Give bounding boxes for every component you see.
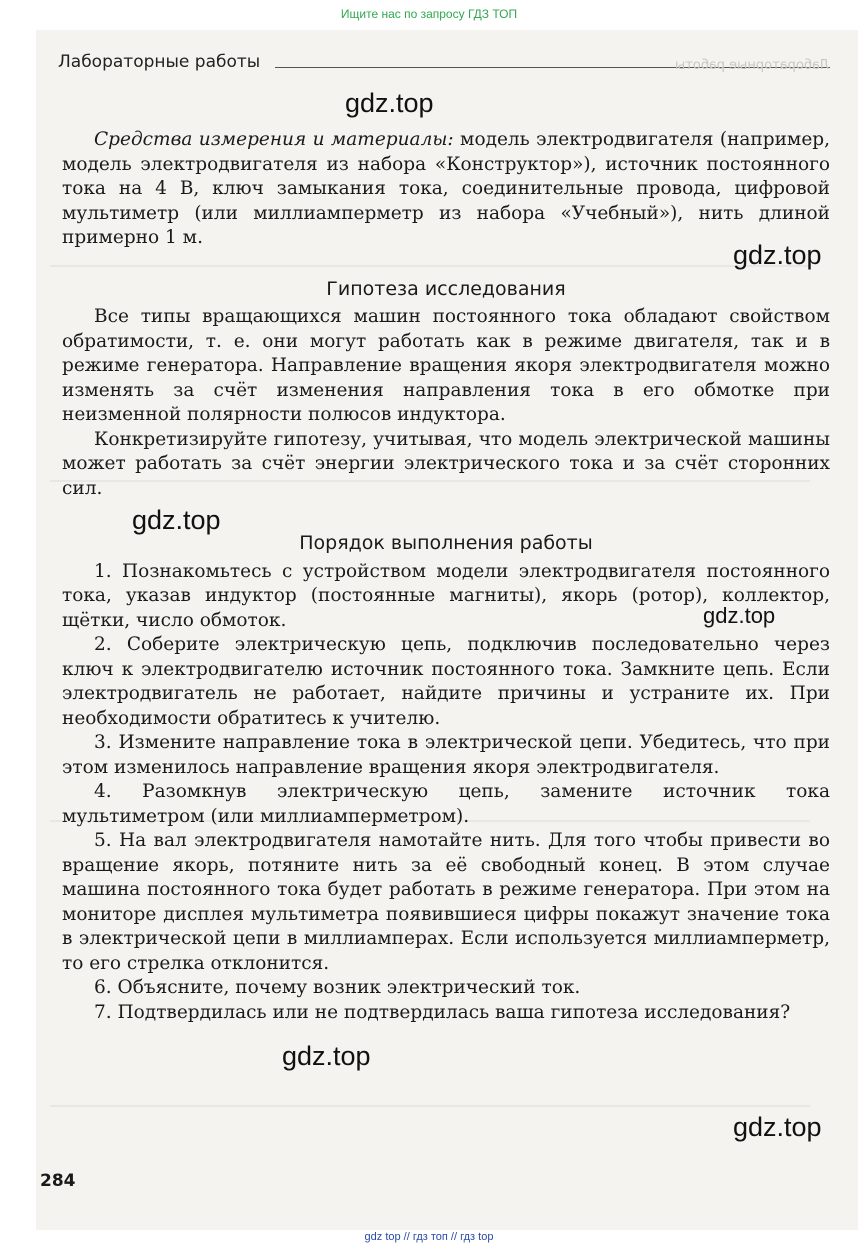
hypothesis-paragraph-1: Все типы вращающихся машин постоянного тока обладают свойством обратимости, т. е. они могут работать как в режиме двигателя, так и в режиме генератора. Направление вращения якоря электродвигателя можно изменять за счёт изменения направления тока в его обмотке при неизменной полярности полюсов индуктора. bbox=[62, 306, 830, 425]
procedure-step-3: 3. Измените направление тока в электрической цепи. Убедитесь, что при этом изменилось направление вращения якоря электродвигателя. bbox=[62, 732, 830, 778]
watermark: gdz.top bbox=[345, 88, 434, 118]
footer-links[interactable]: gdz top // гдз топ // гдз top bbox=[364, 1231, 494, 1243]
hypothesis-heading: Гипотеза исследования bbox=[326, 277, 566, 300]
materials-text: модель электродвигателя (например, модель электродвигателя из набора «Конструктор»), источник постоянного тока на 4 В, ключ замыкания тока, соединительные провода, цифровой мультиметр (или миллиамперметр из набора «Учебный»), нить длиной примерно 1 м. bbox=[62, 129, 830, 248]
watermark: gdz.top bbox=[132, 505, 221, 535]
watermark: gdz.top bbox=[703, 603, 776, 628]
procedure-step-1: 1. Познакомьтесь с устройством модели электродвигателя постоянного тока, указав индуктор (постоянные магниты), якорь (ротор), коллектор, щётки, число обмоток. bbox=[62, 560, 830, 631]
watermark: gdz.top bbox=[733, 1112, 822, 1142]
procedure-step-5: 5. На вал электродвигателя намотайте нить. Для того чтобы привести во вращение якорь, потяните нить за её свободный конец. В этом случае машина постоянного тока будет работать в режиме генератора. При этом на мониторе дисплея мультиметра появившиеся цифры покажут значение тока в электрической цепи в миллиамперах. Если используется миллиамперметр, то его стрелка отклонится. bbox=[62, 830, 830, 974]
procedure-step-4: 4. Разомкнув электрическую цепь, замените источник тока мультиметром (или миллиамперметром). bbox=[62, 781, 830, 827]
page-number: 284 bbox=[40, 1171, 76, 1191]
procedure-heading: Порядок выполнения работы bbox=[299, 532, 593, 554]
bleed-through-line bbox=[50, 1105, 810, 1107]
materials-paragraph bbox=[62, 128, 830, 251]
header-bleed-through: Лабораторные работы bbox=[675, 58, 830, 73]
page-body bbox=[62, 128, 830, 1025]
procedure-step-7: 7. Подтвердилась или не подтвердилась ваша гипотеза исследования? bbox=[94, 1001, 791, 1023]
procedure-step-2: 2. Соберите электрическую цепь, подключив последовательно через ключ к электродвигателю источник постоянного тока. Замкните цепь. Если электродвигатель не работает, найдите причины и устраните их. При необходимости обратитесь к учителю. bbox=[62, 634, 830, 729]
watermark: gdz.top bbox=[282, 1041, 371, 1071]
watermark: gdz.top bbox=[733, 240, 822, 270]
procedure-list bbox=[62, 560, 830, 1026]
materials-label: Средства измерения и материалы: bbox=[94, 129, 454, 150]
top-banner[interactable]: Ищите нас по запросу ГДЗ ТОП bbox=[340, 7, 518, 21]
hypothesis-paragraph-2: Конкретизируйте гипотезу, учитывая, что модель электрической машины может работать за счёт энергии электрического тока и за счёт сторонних сил. bbox=[62, 428, 830, 499]
procedure-step-6: 6. Объясните, почему возник электрический ток. bbox=[94, 977, 581, 998]
running-header: Лабораторные работы bbox=[58, 52, 261, 72]
